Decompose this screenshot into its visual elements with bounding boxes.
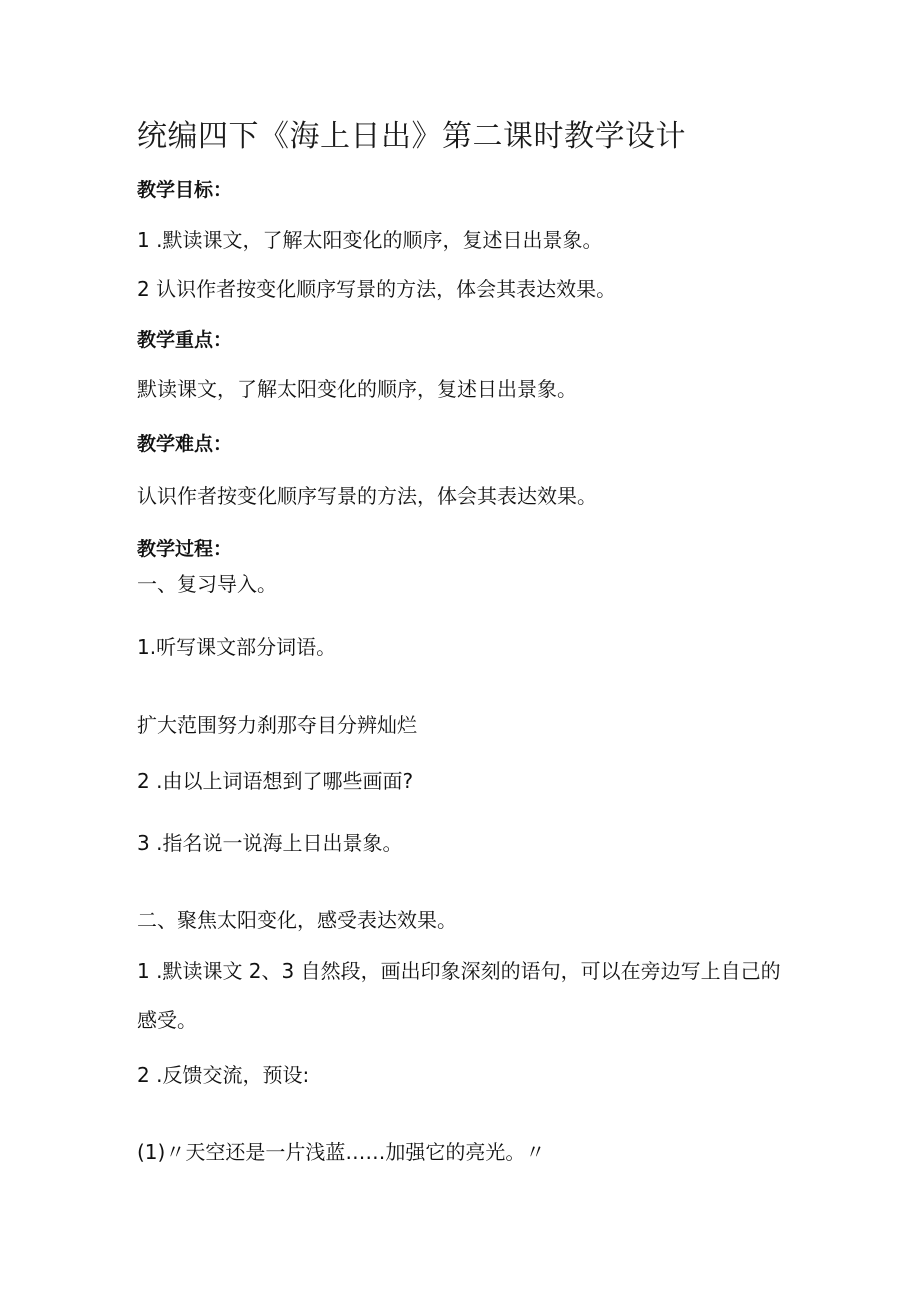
document-title: 统编四下《海上日出》第二课时教学设计 [137, 119, 686, 154]
difficulty-heading: 教学难点： [137, 433, 233, 455]
step-item: 2 .反馈交流，预设: [137, 1063, 310, 1087]
quote-item: (1)〃天空还是一片浅蓝……加强它的亮光。〃 [137, 1140, 546, 1164]
difficulty-text: 认识作者按变化顺序写景的方法，体会其表达效果。 [137, 484, 597, 508]
step-item: 2 .由以上词语想到了哪些画面? [137, 769, 414, 793]
step-item: 1.听写课文部分词语。 [137, 635, 337, 659]
goal-item: 1 .默读课文，了解太阳变化的顺序，复述日出景象。 [137, 228, 603, 252]
goals-heading: 教学目标： [137, 179, 233, 201]
step-item: 1 .默读课文 2、3 自然段，画出印象深刻的语句，可以在旁边写上自己的 [137, 959, 781, 983]
key-text: 默读课文，了解太阳变化的顺序，复述日出景象。 [137, 377, 577, 401]
goal-item: 2 认识作者按变化顺序写景的方法，体会其表达效果。 [137, 277, 617, 301]
key-heading: 教学重点： [137, 329, 233, 351]
section-heading: 二、聚焦太阳变化，感受表达效果。 [137, 908, 457, 932]
section-heading: 一、复习导入。 [137, 572, 277, 596]
vocab-list: 扩大范围努力刹那夺目分辨灿烂 [137, 713, 417, 737]
step-item: 3 .指名说一说海上日出景象。 [137, 831, 403, 855]
process-heading: 教学过程： [137, 538, 233, 560]
step-item-continued: 感受。 [137, 1008, 197, 1032]
